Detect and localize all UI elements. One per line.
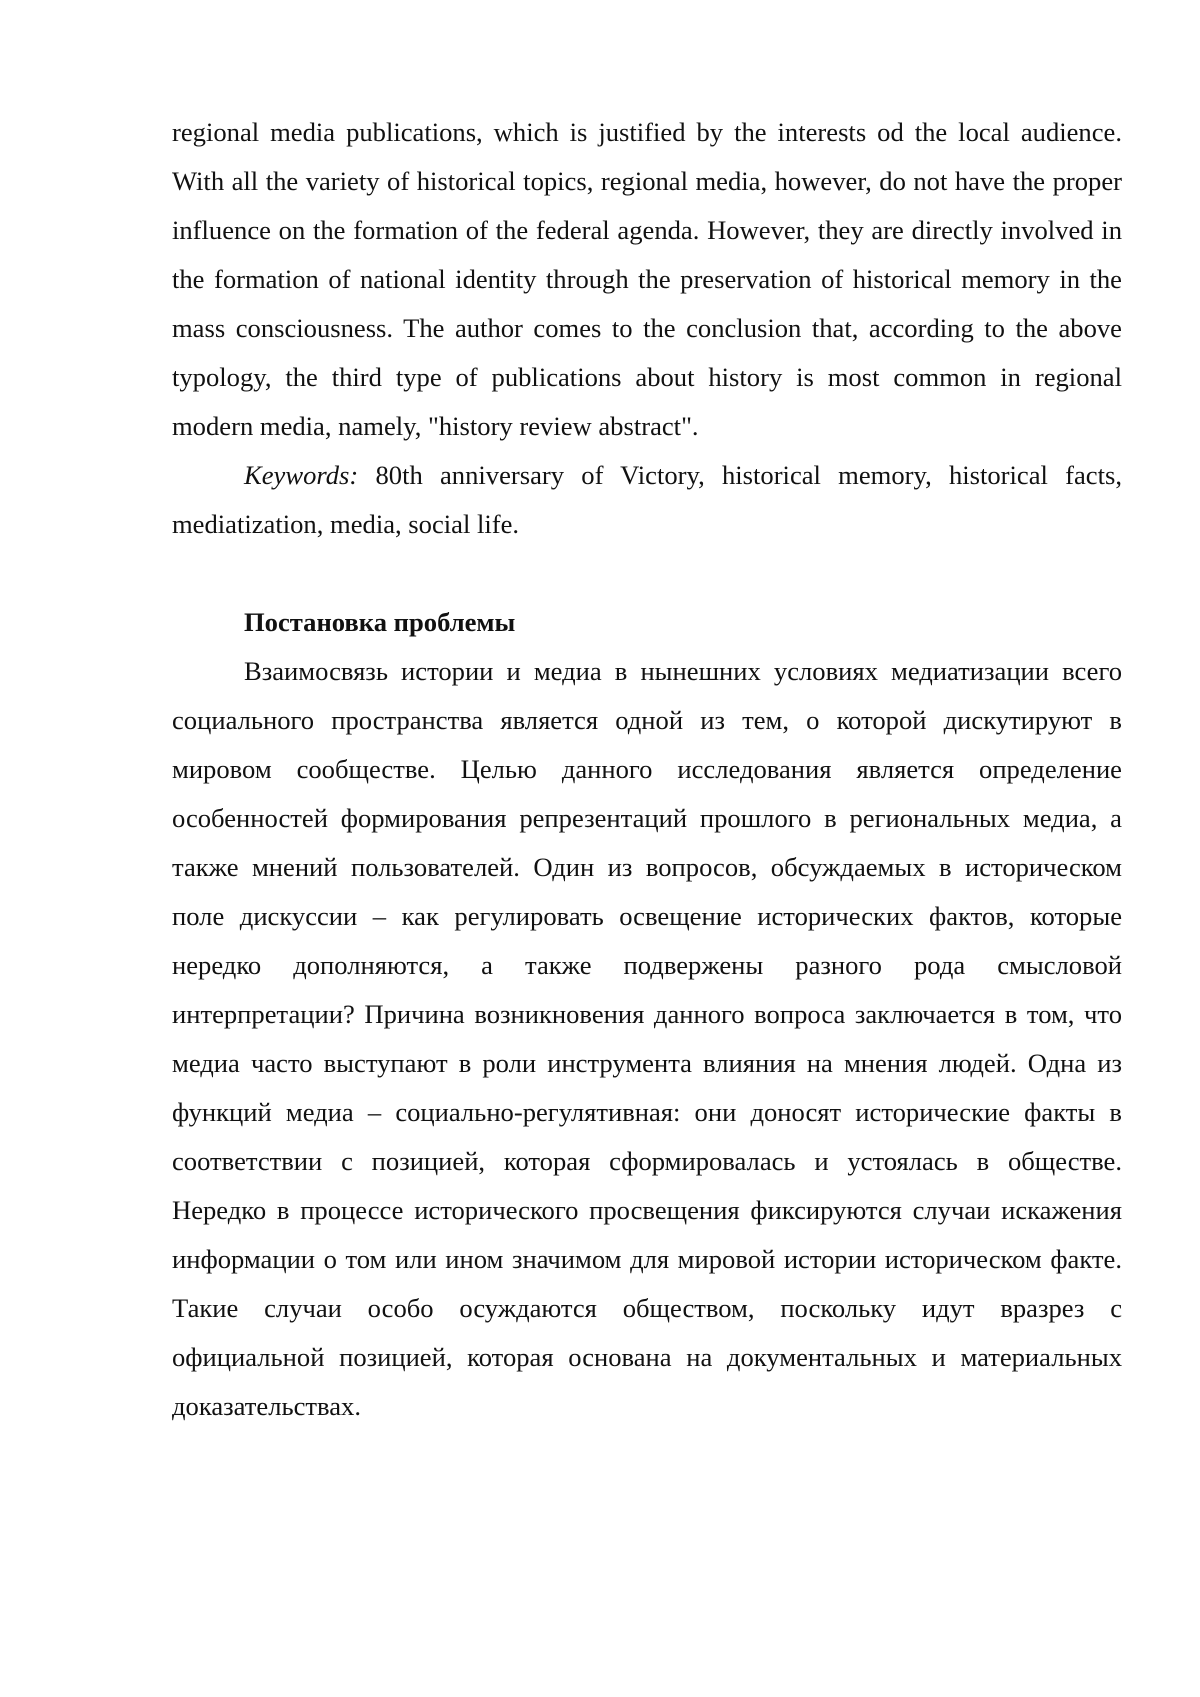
spacer (172, 549, 1122, 598)
keywords-paragraph (172, 451, 1122, 549)
section-body: Взаимосвязь истории и медиа в нынешних условиях медиатизации всего социального пространства является одной из тем, о которой дискутируют в мировом сообществе. Целью данного исследования является определение особенностей формирования репрезентаций прошлого в региональных медиа, а также мнений пользователей. Один из вопросов, обсуждаемых в историческом поле дискуссии – как регулировать освещение исторических фактов, которые нередко дополняются, а также подвержены разного рода смысловой интерпретации? Причина возникновения данного вопроса заключается в том, что медиа часто выступают в роли инструмента влияния на мнения людей. Одна из функций медиа – социально-регулятивная: они доносят исторические факты в соответствии с позицией, которая сформировалась и устоялась в обществе. Нередко в процессе исторического просвещения фиксируются случаи искажения информации о том или ином значимом для мировой истории историческом факте. Такие случаи особо осуждаются обществом, поскольку идут вразрез с официальной позицией, которая основана на документальных и материальных доказательствах. (172, 647, 1122, 1431)
keywords-text: 80th anniversary of Victory, historical memory, historical facts, mediatization, media, social life. (172, 460, 1122, 539)
abstract-continuation: regional media publications, which is justified by the interests od the local audience. With all the variety of historical topics, regional media, however, do not have the proper influence on the formation of the federal agenda. However, they are directly involved in the formation of national identity through the preservation of historical memory in the mass consciousness. The author comes to the conclusion that, according to the above typology, the third type of publications about history is most common in regional modern media, namely, "history review abstract". (172, 108, 1122, 451)
section-heading: Постановка проблемы (172, 598, 1122, 647)
document-page (172, 108, 1122, 1431)
keywords-label: Keywords: (244, 460, 358, 490)
